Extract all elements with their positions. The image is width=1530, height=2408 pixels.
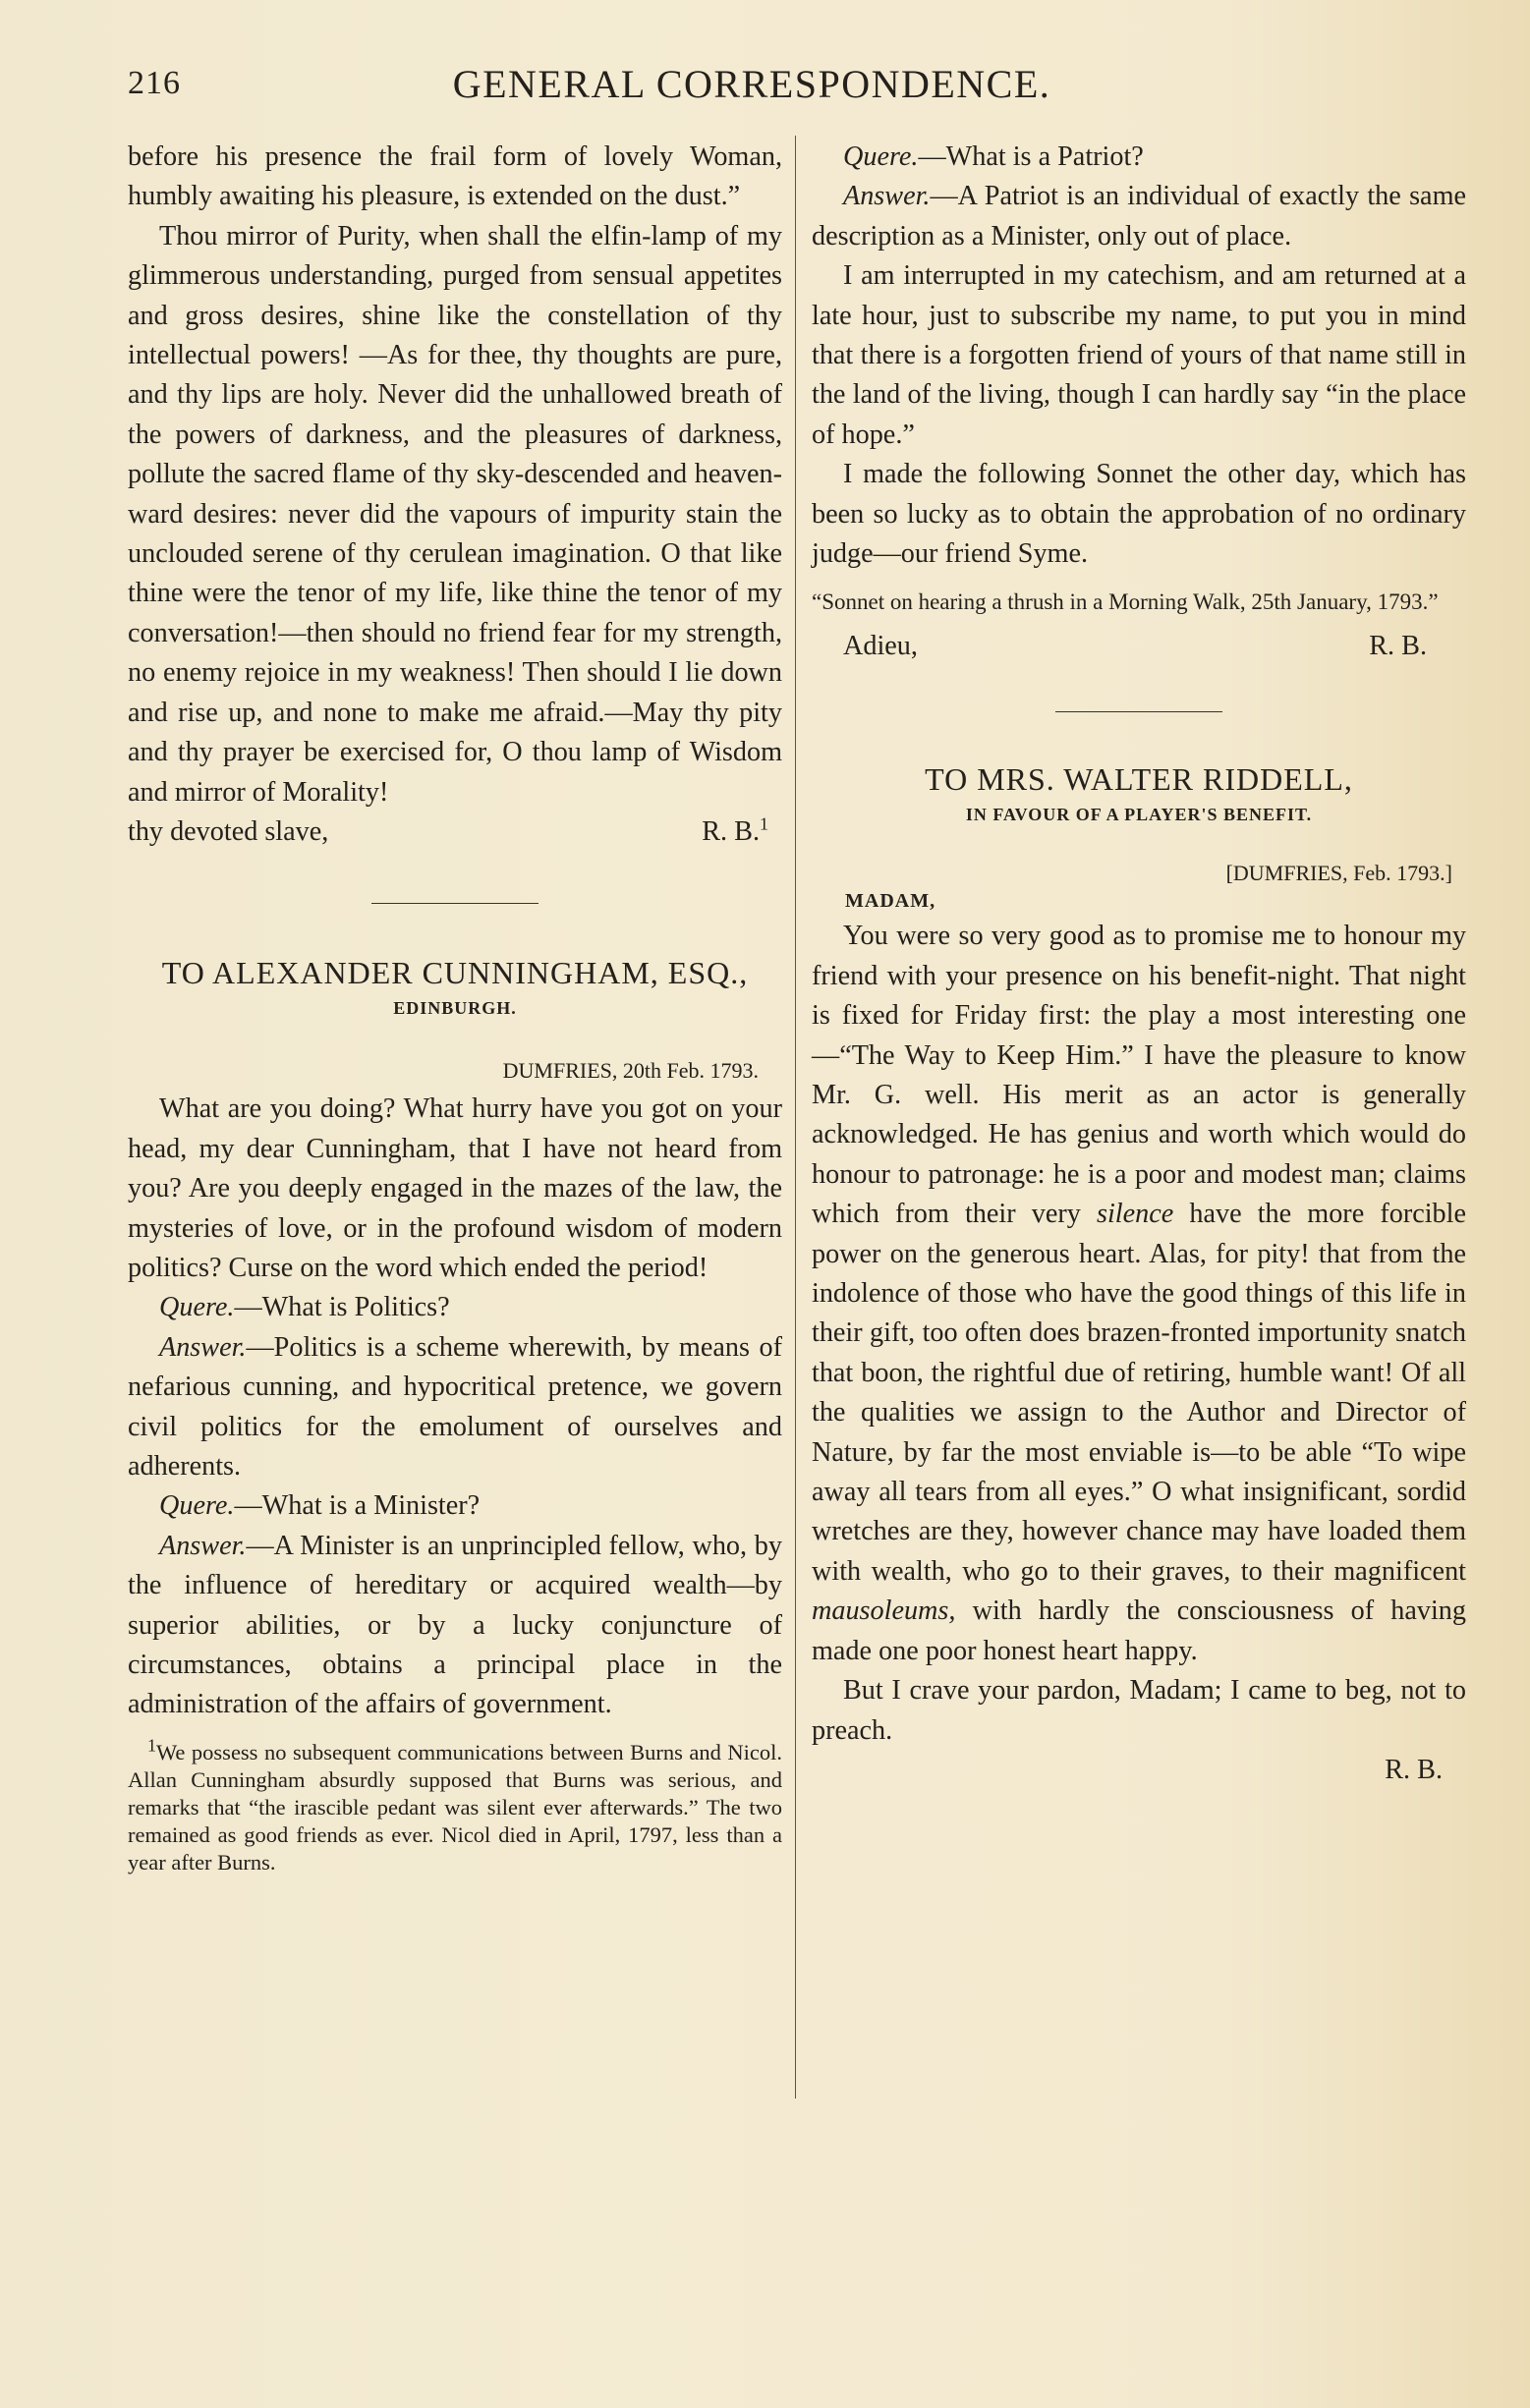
column-divider — [795, 136, 796, 2099]
right-column — [812, 138, 1466, 1790]
running-title: GENERAL CORRESPONDENCE. — [452, 62, 1051, 106]
footnote — [128, 1735, 782, 1876]
text-run: You were so very good as to promise me to honour my friend with your presence on his benefit-night. That night is fixed for Friday first: the play a most interesting one—“The Way to Keep Him.” I have the pleasure to know Mr. G. well. His merit as an actor is generally acknowledged. He has genius and worth which would do honour to patronage: he is a poor and modest man; claims which from their very — [812, 921, 1466, 1230]
letter-title: TO MRS. WALTER RIDDELL, — [925, 761, 1353, 798]
letter-subtitle: IN FAVOUR OF A PLAYER'S BENEFIT. — [965, 805, 1313, 825]
text-run: have the more forcible power on the generous heart. Alas, for pity! that from the indolence of those who have the good things of this life in their gift, too often does brazen-fronted importunity snatch that boon, the rightful due of retiring, humble want! Of all the qualities we assign to the Author and Director of Nature, by far the most enviable is—to be able “To wipe away all tears from all eyes.” O what insignificant, sordid wretches are they, however chance may have loaded them with wealth, who go to their graves, to their magnificent — [812, 1199, 1466, 1587]
footnote-text: We possess no subsequent communications between Burns and Nicol. Allan Cunningham absurdly supposed that Burns was serious, and remarks that “the irascible pedant was silent ever afterwards.” The two remained as good friends as ever. Nicol died in April, 1797, less than a year after Burns. — [128, 1739, 782, 1875]
paragraph: But I crave your pardon, Madam; I came to beg, not to preach. — [812, 1675, 1466, 1746]
signature-block — [702, 812, 782, 852]
question-label: Quere. — [159, 1490, 235, 1522]
answer-label: Answer. — [159, 1331, 247, 1363]
answer-label: Answer. — [159, 1530, 247, 1561]
question-label: Quere. — [843, 141, 919, 172]
sonnet-note: “Sonnet on hearing a thrush in a Morning Walk, 25th January, 1793.” — [812, 589, 1439, 615]
page-number: 216 — [128, 65, 181, 101]
catechism-question — [812, 138, 1466, 177]
footnote-mark: 1 — [760, 813, 768, 834]
catechism-question — [128, 1486, 782, 1526]
catechism-question — [128, 1288, 782, 1327]
italic-word: mausoleums, — [812, 1596, 956, 1627]
page-header — [128, 61, 1376, 120]
footnote-number: 1 — [147, 1735, 156, 1756]
signature: R. B. — [1369, 630, 1427, 661]
signature: R. B. — [702, 815, 760, 847]
question-label: Quere. — [159, 1292, 235, 1323]
closing: Adieu, — [843, 630, 918, 661]
answer-text: —A Patriot is an individual of exactly the same description as a Minister, only out of place. — [812, 181, 1466, 252]
paragraph: I made the following Sonnet the other day, which has been so lucky as to obtain the approbation of no ordinary judge—our friend Syme. — [812, 459, 1466, 570]
closing: thy devoted slave, — [128, 815, 329, 847]
closing-line — [812, 627, 1466, 666]
question-text: —What is Politics? — [234, 1292, 450, 1323]
letter-title: TO ALEXANDER CUNNINGHAM, ESQ., — [161, 955, 749, 991]
catechism-answer — [812, 177, 1466, 256]
paragraph: I am interrupted in my catechism, and am returned at a late hour, just to subscribe my name, to put you in mind that there is a forgotten friend of yours of that name still in the land of the living, though I can hardly say “in the place of hope.” — [812, 260, 1466, 450]
signature: R. B. — [1385, 1754, 1443, 1785]
answer-text: —A Minister is an unprincipled fellow, who, by the influence of hereditary or acquired wealth—by superior abilities, or by a lucky conjuncture of circumstances, obtains a principal place in the administration of the affairs of government. — [128, 1530, 782, 1720]
letter-place: EDINBURGH. — [393, 998, 517, 1019]
italic-word: silence — [1096, 1199, 1174, 1230]
paragraph — [812, 917, 1466, 1671]
dateline: DUMFRIES, 20th Feb. 1793. — [502, 1058, 759, 1084]
left-column — [128, 138, 782, 1876]
paragraph: before his presence the frail form of lovely Woman, humbly awaiting his pleasure, is extended on the dust.” — [128, 141, 782, 212]
question-text: —What is a Minister? — [234, 1490, 481, 1522]
paragraph: What are you doing? What hurry have you got on your head, my dear Cunningham, that I have not heard from you? Are you deeply engaged in the mazes of the law, the mysteries of love, or in the profound wisdom of modern politics? Curse on the word which ended the period! — [128, 1093, 782, 1283]
dateline: [DUMFRIES, Feb. 1793.] — [1225, 861, 1452, 886]
salutation: MADAM, — [845, 890, 936, 913]
paragraph: Thou mirror of Purity, when shall the elfin-lamp of my glimmerous understanding, purged from sensual appetites and gross desires, shine like the constellation of thy intellectual powers! —As for thee, thy thoughts are pure, and thy lips are holy. Never did the unhallowed breath of the powers of darkness, and the pleasures of darkness, pollute the sacred flame of thy sky-descended and heaven-ward desires: never did the vapours of impurity stain the unclouded serene of thy cerulean imagination. O that like thine were the tenor of my life, like thine the tenor of my conversation!—then should no friend fear for my strength, no enemy rejoice in my weakness! Then should I lie down and rise up, and none to make me afraid.—May thy pity and thy prayer be exercised for, O thou lamp of Wisdom and mirror of Morality! — [128, 220, 782, 808]
catechism-answer — [128, 1527, 782, 1725]
answer-label: Answer. — [843, 181, 931, 212]
catechism-answer — [128, 1328, 782, 1487]
closing-line — [128, 812, 782, 852]
answer-text: —Politics is a scheme wherewith, by means of nefarious cunning, and hypocritical pretence, we govern civil politics for the emolument of ourselves and adherents. — [128, 1331, 782, 1482]
question-text: —What is a Patriot? — [918, 141, 1144, 172]
text-run: with hardly the consciousness of having made one poor honest heart happy. — [812, 1596, 1466, 1666]
